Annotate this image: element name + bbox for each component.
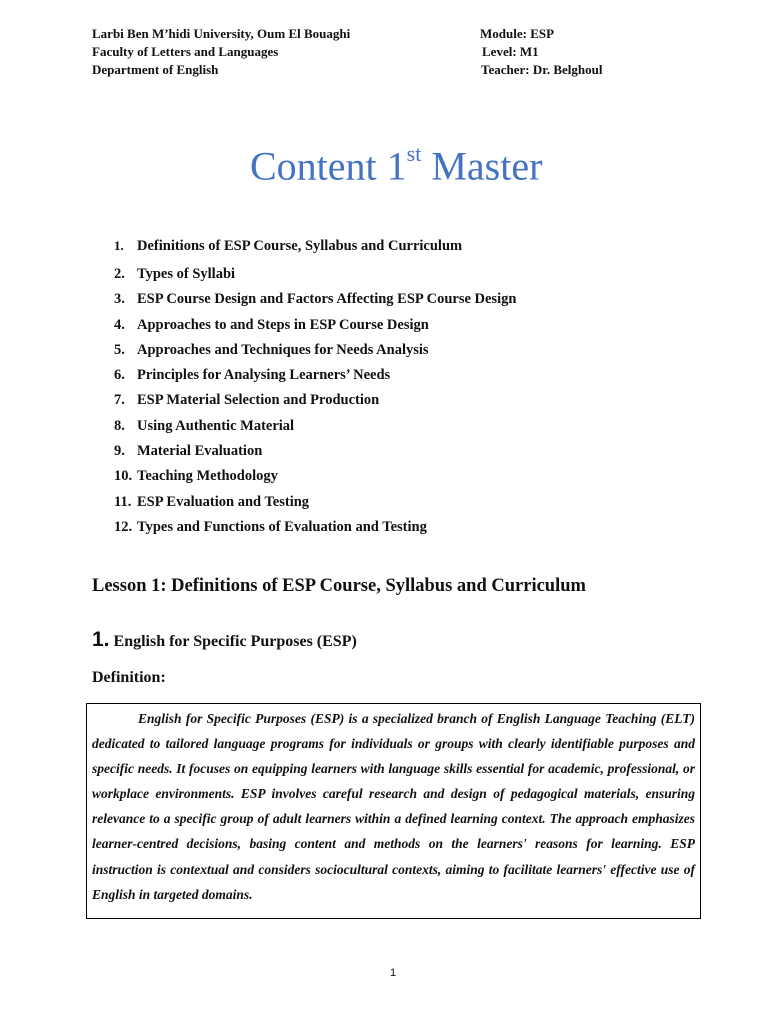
contents-item [114,289,516,314]
contents-item [114,416,516,441]
contents-item-text: Principles for Analysing Learners’ Needs [137,367,391,384]
lesson-heading: Lesson 1: Definitions of ESP Course, Syllabus and Curriculum [92,576,586,596]
contents-list [114,236,516,542]
contents-item [114,466,516,491]
contents-item [114,441,516,466]
section-number: 1. [92,628,110,651]
definition-box [86,703,701,919]
contents-item [114,264,516,289]
section-title: English for Specific Purposes (ESP) [113,633,357,650]
contents-item-number: 5. [114,341,125,358]
contents-item [114,340,516,365]
contents-item [114,390,516,415]
contents-item-number: 2. [114,266,125,282]
contents-item-number: 7. [114,392,125,409]
contents-item-number: 1. [114,238,124,253]
contents-item [114,492,516,517]
contents-item-text: ESP Material Selection and Production [137,392,380,409]
contents-item-number: 9. [114,443,125,460]
contents-item-text: Types and Functions of Evaluation and Testing [137,518,427,535]
header-faculty: Faculty of Letters and Languages [92,44,279,59]
contents-item-number: 6. [114,367,125,384]
contents-item-text: Teaching Methodology [137,468,278,485]
header-module: Module: ESP [480,26,555,41]
page-title [250,134,542,190]
contents-item-number: 12. [114,518,133,535]
header-institution [92,25,350,79]
contents-item-text: ESP Course Design and Factors Affecting ESP Course Design [137,291,517,308]
section-heading [92,628,357,652]
header-department: Department of English [92,62,219,77]
title-prefix: Content 1 [250,143,407,189]
header-level: Level: M1 [482,44,539,59]
title-superscript: st [406,141,422,166]
definition-text: English for Specific Purposes (ESP) is a specialized branch of English Language Teaching (ELT) dedicated to tailored language programs for individuals or groups with clearly identifiable purposes and specific needs. It focuses on equipping learners with language skills essential for academic, professional, or workplace environments. ESP involves careful research and design of pedagogical materials, ensuring relevance to a specific group of adult learners within a defined learning context. The approach emphasizes learner-centred decisions, basing content and methods on the learners' reasons for learning. ESP instruction is contextual and considers sociocultural contexts, aiming to facilitate learners' effective use of English in targeted domains. [92,711,695,902]
contents-item-number: 3. [114,291,125,308]
contents-item-text: Material Evaluation [137,443,263,460]
contents-item-number: 10. [114,468,133,485]
contents-item-number: 11. [114,493,132,510]
contents-item-text: Using Authentic Material [137,417,295,434]
contents-item [114,236,516,264]
contents-item-text: Approaches to and Steps in ESP Course Design [137,316,429,333]
contents-item-text: Types of Syllabi [137,266,236,282]
contents-item-text: Definitions of ESP Course, Syllabus and Curriculum [137,238,463,254]
page-number: 1 [389,967,397,979]
contents-item-number: 4. [114,316,125,333]
contents-item [114,365,516,390]
header-university: Larbi Ben M’hidi University, Oum El Bouaghi [92,26,351,41]
header-teacher: Teacher: Dr. Belghoul [481,62,603,77]
contents-item-text: ESP Evaluation and Testing [137,493,310,510]
contents-item-text: Approaches and Techniques for Needs Analysis [137,341,429,358]
contents-item-number: 8. [114,417,125,434]
contents-item [114,315,516,340]
contents-item [114,517,516,542]
title-suffix: Master [421,143,543,189]
definition-label: Definition: [92,669,166,686]
header-course-info [480,25,602,79]
